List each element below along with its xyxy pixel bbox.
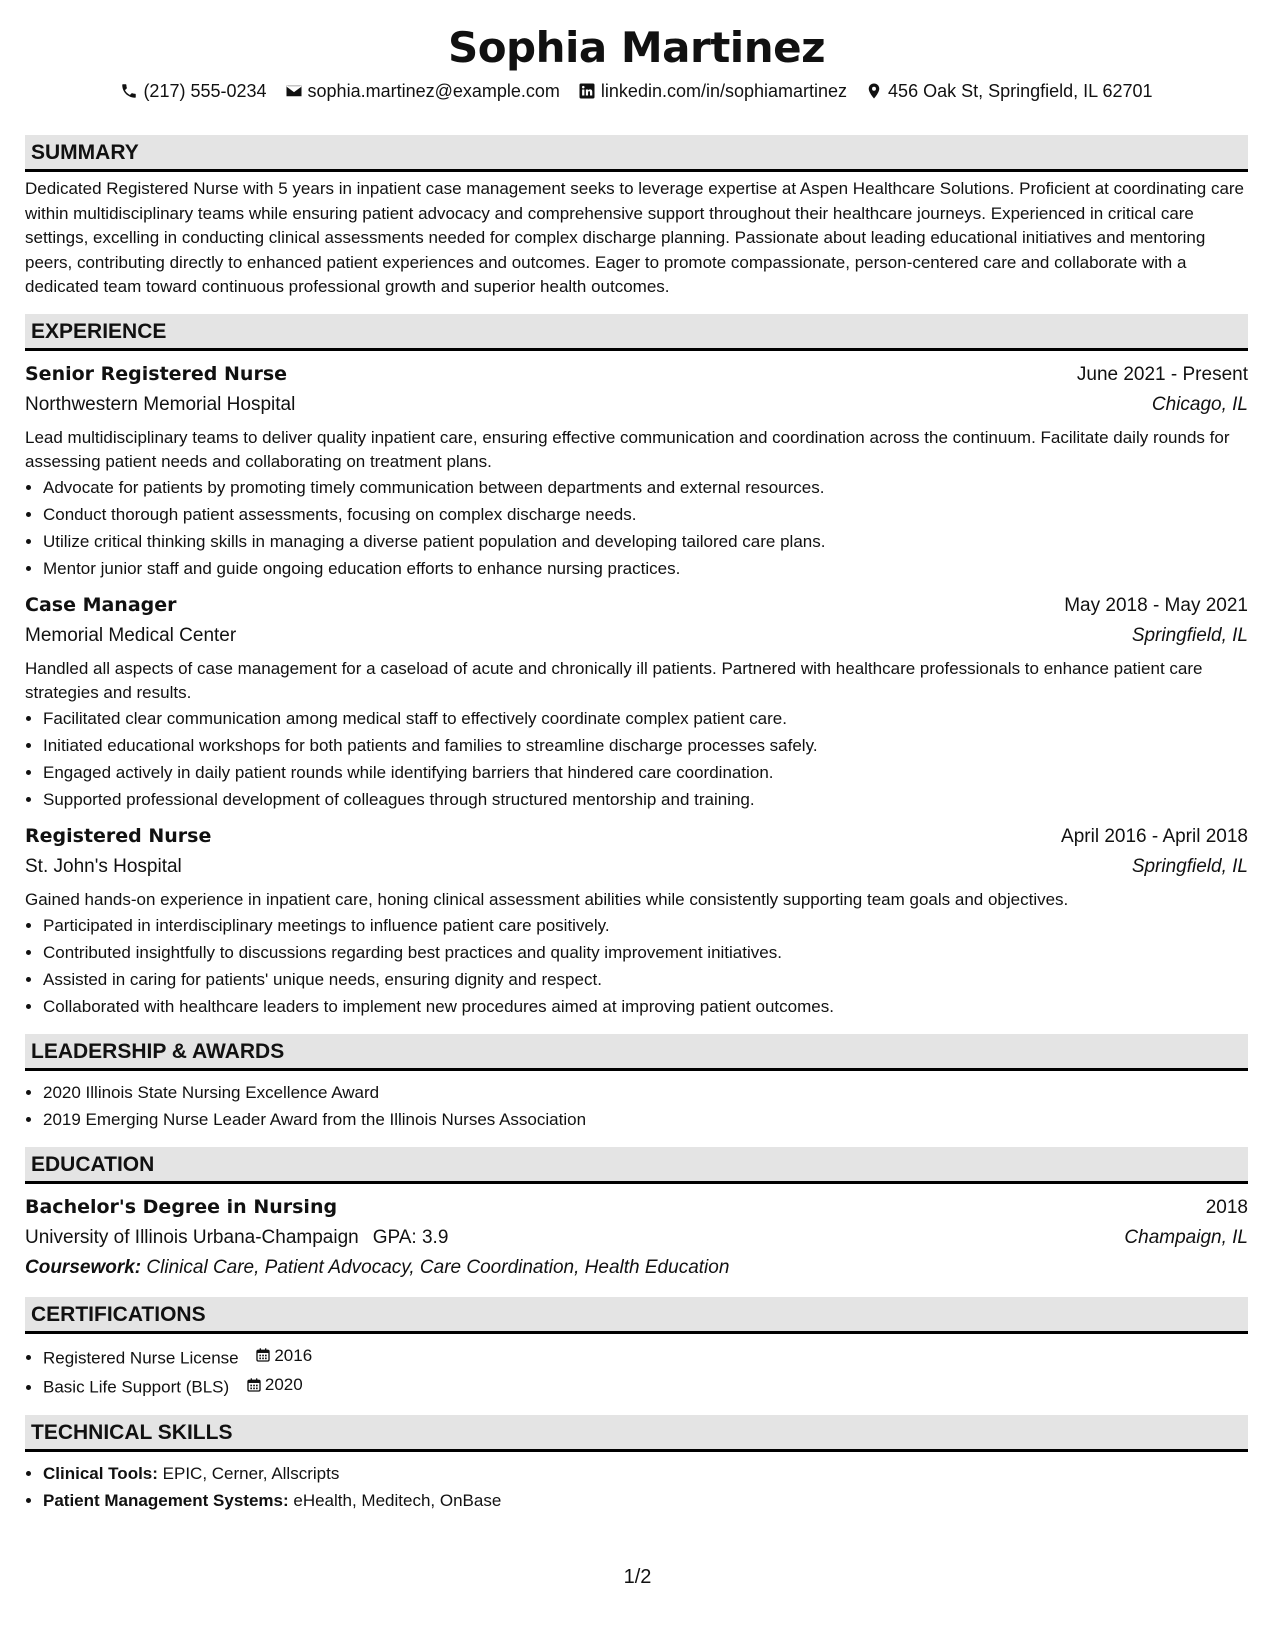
coursework-label: Coursework: (25, 1256, 142, 1278)
education-entry (25, 1192, 1248, 1283)
school-name: University of Illinois Urbana-Champaign (25, 1226, 359, 1248)
skill-value: eHealth, Meditech, OnBase (293, 1490, 502, 1510)
list-item: • Contributed insightfully to discussions regarding best practices and quality improvement initiatives. (43, 939, 1248, 966)
coursework-list: Clinical Care, Patient Advocacy, Care Coordination, Health Education (146, 1256, 730, 1278)
job-location: Chicago, IL (1151, 393, 1248, 415)
cert-year: 2020 (264, 1375, 303, 1394)
candidate-name: Sophia Martinez (447, 23, 826, 72)
list-item (43, 1342, 1248, 1372)
job-organization: Northwestern Memorial Hospital (25, 393, 296, 415)
cert-name: Registered Nurse License (43, 1348, 239, 1367)
awards-list (25, 1079, 1248, 1133)
cert-date (255, 1342, 312, 1369)
contact-phone (120, 81, 266, 102)
job-location: Springfield, IL (1131, 624, 1248, 646)
contact-email[interactable] (285, 81, 560, 102)
job-entry (25, 590, 1248, 813)
contact-address (865, 81, 1153, 102)
job-dates: May 2018 - May 2021 (1064, 594, 1248, 616)
job-dates: June 2021 - Present (1076, 363, 1248, 385)
leadership-heading: LEADERSHIP & AWARDS (25, 1034, 1248, 1071)
list-item (43, 1371, 1248, 1401)
address-text: 456 Oak St, Springfield, IL 62701 (888, 80, 1153, 101)
school-location: Champaign, IL (1124, 1226, 1248, 1248)
linkedin-text: linkedin.com/in/sophiamartinez (600, 80, 848, 101)
list-item: • Collaborated with healthcare leaders to implement new procedures aimed at improving patient outcomes. (43, 993, 1248, 1020)
job-location: Springfield, IL (1131, 855, 1248, 877)
calendar-icon (246, 1377, 262, 1393)
list-item: • Mentor junior staff and guide ongoing education efforts to enhance nursing practices. (43, 555, 1248, 582)
phone-icon (120, 82, 138, 100)
list-item (43, 1487, 1248, 1514)
skills-list (25, 1460, 1248, 1514)
summary-heading: SUMMARY (25, 135, 1248, 172)
envelope-icon (285, 82, 303, 100)
job-description: Handled all aspects of case management for a caseload of acute and chronically ill patients. Partnered with healthcare professionals to enhance patient care strategies and results. (25, 658, 1203, 702)
education-heading: EDUCATION (25, 1147, 1248, 1184)
cert-year: 2016 (274, 1345, 313, 1365)
job-entry (25, 359, 1248, 582)
graduation-year: 2018 (1205, 1196, 1248, 1218)
job-organization: St. John's Hospital (25, 855, 182, 877)
email-text: sophia.martinez@example.com (307, 80, 560, 101)
contact-linkedin[interactable] (578, 81, 847, 102)
experience-heading: EXPERIENCE (25, 314, 1248, 351)
job-title: Registered Nurse (25, 824, 212, 847)
list-item: • Utilize critical thinking skills in managing a diverse patient population and developing tailored care plans. (43, 528, 1248, 555)
list-item (43, 1460, 1248, 1487)
job-organization: Memorial Medical Center (25, 624, 237, 646)
job-title: Case Manager (25, 593, 177, 616)
resume-page (25, 0, 1248, 1514)
list-item: • Conduct thorough patient assessments, focusing on complex discharge needs. (43, 501, 1248, 528)
calendar-icon (255, 1347, 271, 1363)
contact-bar (25, 78, 1248, 104)
list-item: • 2019 Emerging Nurse Leader Award from the Illinois Nurses Association (43, 1106, 1248, 1133)
degree-title: Bachelor's Degree in Nursing (25, 1195, 338, 1218)
skill-label: Clinical Tools: (43, 1463, 158, 1483)
gpa: GPA: 3.9 (372, 1226, 449, 1248)
phone-text: (217) 555-0234 (143, 80, 267, 101)
job-dates: April 2016 - April 2018 (1061, 825, 1248, 847)
job-entry (25, 821, 1248, 1020)
job-bullets (25, 474, 1248, 582)
job-description: Gained hands-on experience in inpatient care, honing clinical assessment abilities while consistently supporting team goals and objectives. (25, 889, 1069, 909)
skill-value: EPIC, Cerner, Allscripts (162, 1463, 340, 1483)
map-pin-icon (865, 82, 883, 100)
job-description: Lead multidisciplinary teams to deliver quality inpatient care, ensuring effective communication and coordination across the continuum. Facilitate daily rounds for assessing patient needs and collaborating on treatment plans. (25, 427, 1230, 471)
skills-heading: TECHNICAL SKILLS (25, 1415, 1248, 1452)
list-item: • Supported professional development of colleagues through structured mentorship and training. (43, 786, 1248, 813)
list-item: • Assisted in caring for patients' unique needs, ensuring dignity and respect. (43, 966, 1248, 993)
school-line (25, 1223, 448, 1253)
coursework (25, 1253, 1248, 1283)
cert-name: Basic Life Support (BLS) (43, 1377, 230, 1397)
list-item: • Initiated educational workshops for both patients and families to streamline discharge processes safely. (43, 732, 1248, 759)
list-item: • Advocate for patients by promoting timely communication between departments and external resources. (43, 474, 1248, 501)
job-bullets (25, 705, 1248, 813)
cert-date (246, 1371, 303, 1398)
job-bullets (25, 912, 1248, 1020)
certifications-heading: CERTIFICATIONS (25, 1297, 1248, 1334)
list-item: • Participated in interdisciplinary meetings to influence patient care positively. (43, 912, 1248, 939)
list-item: • Facilitated clear communication among medical staff to effectively coordinate complex patient care. (43, 705, 1248, 732)
certifications-list (25, 1342, 1248, 1401)
linkedin-icon (578, 82, 596, 100)
list-item: • 2020 Illinois State Nursing Excellence Award (43, 1079, 1248, 1106)
page-number: 1/2 (623, 1566, 652, 1588)
summary-text: Dedicated Registered Nurse with 5 years in inpatient case management seeks to leverage expertise at Aspen Healthcare Solutions. Proficient at coordinating care within multidisciplinary teams while ensuring patient advocacy and comprehensive support throughout their healthcare journeys. Experienced in critical care settings, excelling in conducting clinical assessments needed for complex discharge planning. Passionate about leading educational initiatives and mentoring peers, contributing directly to enhanced patient experiences and outcomes. Eager to promote compassionate, person-centered care and collaborate with a dedicated team toward continuous professional growth and superior health outcomes. (25, 179, 1245, 296)
job-title: Senior Registered Nurse (25, 362, 288, 385)
skill-label: Patient Management Systems: (43, 1490, 289, 1510)
list-item: • Engaged actively in daily patient rounds while identifying barriers that hindered care coordination. (43, 759, 1248, 786)
